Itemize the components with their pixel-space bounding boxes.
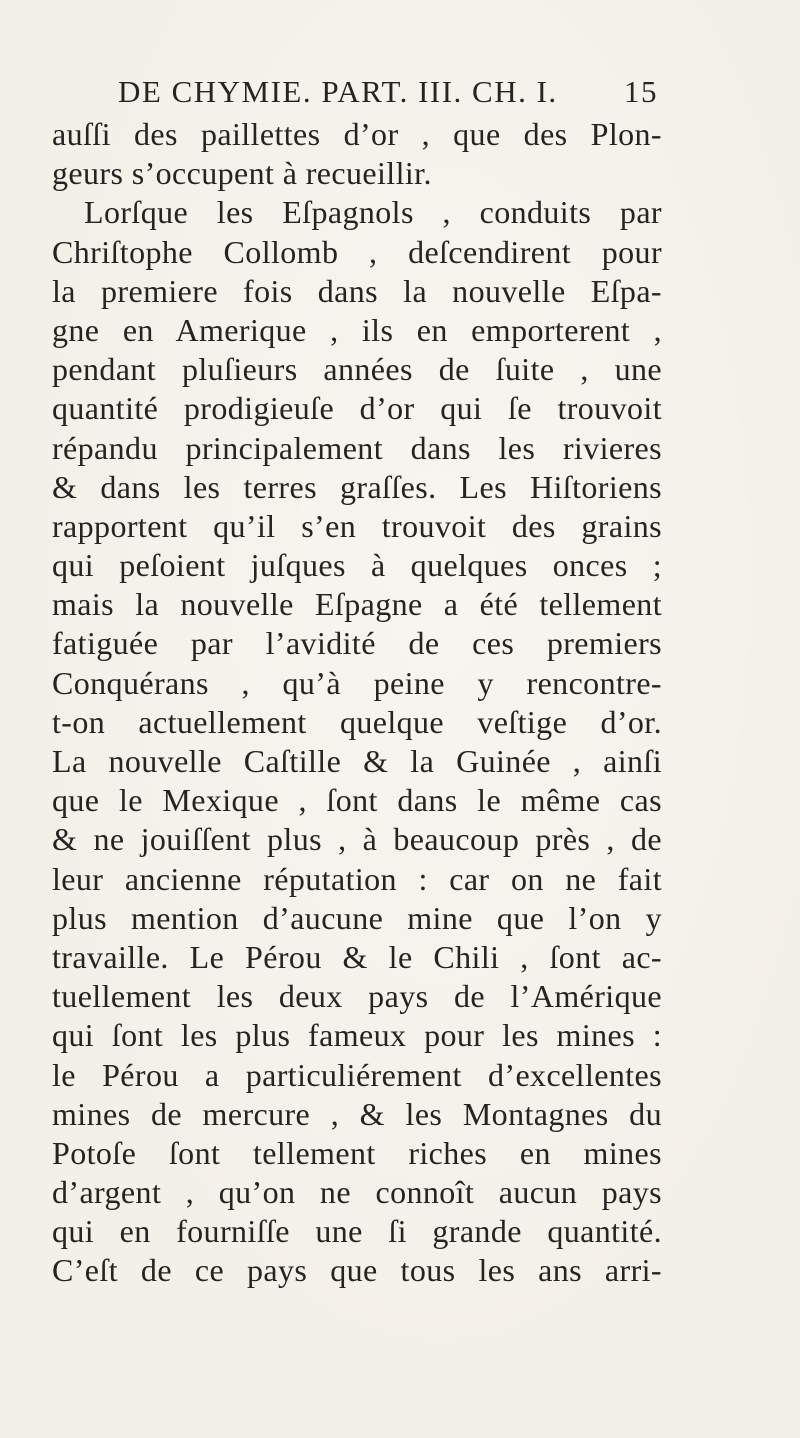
text-line: la premiere fois dans la nouvelle Eſpa- bbox=[52, 272, 662, 309]
text-line: répandu principalement dans les rivieres bbox=[52, 429, 662, 466]
text-line: Potoſe ſont tellement riches en mines bbox=[52, 1134, 662, 1171]
paragraph-start-line: Lorſque les Eſpagnols , conduits par bbox=[84, 194, 662, 231]
text-line: & dans les terres graſſes. Les Hiſtoriens bbox=[52, 468, 662, 505]
text-line: Chriſtophe Collomb , deſcendirent pour bbox=[52, 233, 662, 270]
text-line: tuellement les deux pays de l’Amérique bbox=[52, 978, 662, 1015]
text-line: plus mention d’aucune mine que l’on y bbox=[52, 899, 662, 936]
text-line: leur ancienne réputation : car on ne fait bbox=[52, 860, 662, 897]
text-line: le Pérou a particuliérement d’excellentes bbox=[52, 1056, 662, 1093]
running-title: DE CHYMIE. PART. III. CH. I. bbox=[118, 74, 558, 109]
text-line: geurs s’occupent à recueillir. bbox=[52, 155, 432, 192]
running-head bbox=[118, 74, 658, 114]
body-text bbox=[52, 115, 662, 1291]
text-line: t-on actuellement quelque veſtige d’or. bbox=[52, 703, 662, 740]
text-line: d’argent , qu’on ne connoît aucun pays bbox=[52, 1174, 662, 1211]
text-line: La nouvelle Caſtille & la Guinée , ainſi bbox=[52, 743, 662, 779]
text-line: travaille. Le Pérou & le Chili , ſont ac- bbox=[52, 938, 662, 975]
page-number: 15 bbox=[624, 74, 658, 109]
text-line: rapportent qu’il s’en trouvoit des grains bbox=[52, 507, 662, 544]
text-line: auſſi des paillettes d’or , que des Plon- bbox=[52, 116, 662, 152]
text-line: pendant pluſieurs années de ſuite , une bbox=[52, 351, 662, 388]
text-line: Conquérans , qu’à peine y rencontre- bbox=[52, 664, 662, 701]
text-line: gne en Amerique , ils en emporterent , bbox=[52, 311, 662, 348]
text-line: qui peſoient juſques à quelques onces ; bbox=[52, 547, 662, 584]
text-line: mais la nouvelle Eſpagne a été tellement bbox=[52, 586, 662, 623]
text-line: qui en fourniſſe une ſi grande quantité. bbox=[52, 1213, 662, 1250]
text-line: que le Mexique , ſont dans le même cas bbox=[52, 782, 662, 819]
text-line: & ne jouiſſent plus , à beaucoup près , de bbox=[52, 821, 662, 858]
text-line: fatiguée par l’avidité de ces premiers bbox=[52, 625, 662, 662]
text-line: mines de mercure , & les Montagnes du bbox=[52, 1095, 662, 1132]
text-line: quantité prodigieuſe d’or qui ſe trouvoit bbox=[52, 390, 662, 427]
text-line: qui ſont les plus fameux pour les mines : bbox=[52, 1017, 662, 1054]
text-line: C’eſt de ce pays que tous les ans arri- bbox=[52, 1252, 662, 1289]
